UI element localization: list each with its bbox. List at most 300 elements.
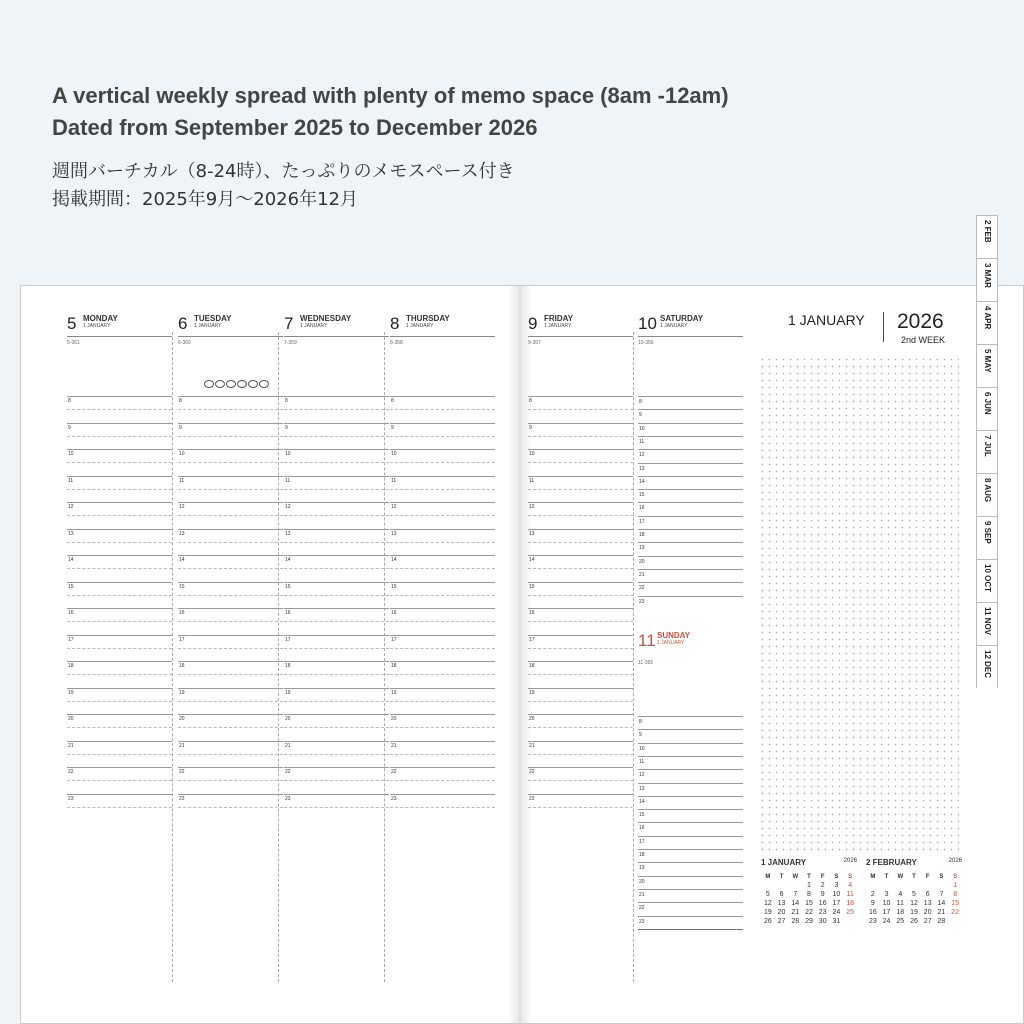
calendar-day[interactable]: 7 [939, 891, 944, 898]
hour-row[interactable] [284, 608, 389, 634]
month-tab[interactable] [976, 559, 998, 602]
calendar-day[interactable]: 29 [805, 918, 813, 925]
hour-row[interactable] [528, 502, 633, 528]
calendar-day[interactable]: 16 [818, 900, 827, 907]
half-hour-line [390, 409, 495, 410]
hour-label: 17 [179, 636, 185, 643]
day-number: 10 [638, 314, 657, 333]
half-hour-line [284, 436, 389, 437]
calendar-day[interactable]: 24 [832, 909, 841, 916]
hour-row[interactable] [284, 582, 389, 608]
hour-line [528, 582, 633, 583]
hour-row[interactable] [67, 582, 172, 608]
day-column-thursday [390, 286, 495, 1023]
saturday-hour-row[interactable] [638, 476, 743, 490]
calendar-day[interactable]: 18 [896, 909, 905, 916]
hour-row[interactable] [284, 794, 389, 820]
calendar-day[interactable]: 4 [848, 882, 853, 889]
hour-row[interactable] [178, 529, 283, 555]
half-hour-line [67, 595, 172, 596]
hour-row[interactable] [67, 608, 172, 634]
sunday-hour-row[interactable] [638, 769, 743, 783]
calendar-day[interactable]: 11 [896, 900, 904, 907]
month-tab[interactable] [976, 258, 998, 301]
saturday-hour-row[interactable] [638, 409, 743, 423]
calendar-day[interactable]: 17 [882, 909, 891, 916]
hour-row[interactable] [67, 767, 172, 793]
hour-line [67, 423, 172, 424]
hour-row[interactable] [67, 449, 172, 475]
month-tab[interactable] [976, 602, 998, 645]
hour-row[interactable] [528, 794, 633, 820]
hour-row[interactable] [284, 688, 389, 714]
calendar-day[interactable]: 12 [763, 900, 772, 907]
day-header [67, 312, 172, 337]
calendar-day[interactable]: 3 [834, 882, 839, 889]
calendar-day[interactable]: 4 [898, 891, 903, 898]
hour-label: 10 [391, 451, 397, 457]
hour-line [284, 741, 389, 742]
saturday-hour-row[interactable] [638, 449, 743, 463]
hour-row[interactable] [178, 661, 283, 687]
hour-row[interactable] [67, 529, 172, 555]
hour-row[interactable] [390, 608, 495, 634]
saturday-hour-row[interactable] [638, 596, 743, 610]
saturday-hour-row[interactable] [638, 556, 743, 570]
hour-label: 16 [639, 505, 645, 512]
sunday-hour-row[interactable] [638, 916, 743, 930]
hour-label: 15 [179, 583, 185, 590]
half-hour-line [528, 568, 633, 569]
calendar-day[interactable]: 25 [896, 918, 905, 925]
calendar-day[interactable]: 27 [923, 918, 932, 925]
day-header [390, 312, 495, 337]
hour-line [528, 502, 633, 503]
hour-label: 20 [639, 558, 645, 565]
calendar-day[interactable]: 14 [791, 900, 800, 907]
calendar-day[interactable]: 9 [820, 891, 825, 898]
hour-row[interactable] [284, 396, 389, 422]
calendar-day[interactable]: 31 [832, 918, 841, 925]
hour-line [67, 396, 172, 397]
calendar-day[interactable]: 20 [923, 909, 932, 916]
sunday-hour-row[interactable] [638, 889, 743, 903]
hour-row[interactable] [390, 396, 495, 422]
hour-row[interactable] [528, 423, 633, 449]
hour-row[interactable] [67, 476, 172, 502]
saturday-hour-row[interactable] [638, 582, 743, 596]
hour-row[interactable] [178, 476, 283, 502]
hour-line [178, 529, 283, 530]
hour-row[interactable] [390, 714, 495, 740]
calendar-day[interactable] [775, 882, 789, 889]
sunday-hour-row[interactable] [638, 743, 743, 757]
saturday-hour-row[interactable] [638, 529, 743, 543]
hour-label: 10 [179, 451, 185, 457]
calendar-day[interactable] [866, 882, 880, 889]
calendar-day[interactable]: 17 [832, 900, 841, 907]
calendar-day[interactable]: 22 [951, 909, 960, 916]
saturday-hour-row[interactable] [638, 396, 743, 410]
hour-row[interactable] [67, 396, 172, 422]
half-hour-line [390, 807, 495, 808]
hour-row[interactable] [284, 555, 389, 581]
hour-label: 17 [391, 636, 397, 643]
sunday-hour-row[interactable] [638, 729, 743, 743]
month-tab[interactable] [976, 516, 998, 559]
weekday-label: S [939, 874, 944, 880]
half-hour-line [178, 515, 283, 516]
half-hour-line [390, 462, 495, 463]
hour-line [390, 423, 495, 424]
calendar-day[interactable]: 26 [910, 918, 918, 925]
hour-row[interactable] [390, 476, 495, 502]
sunday-hour-row[interactable] [638, 836, 743, 850]
hour-row[interactable] [178, 794, 283, 820]
sunday-hour-row[interactable] [638, 902, 743, 916]
saturday-hour-row[interactable] [638, 516, 743, 530]
calendar-day[interactable]: 11 [846, 891, 854, 898]
hour-line [284, 714, 389, 715]
month-tab[interactable] [976, 215, 998, 258]
hour-row[interactable] [528, 449, 633, 475]
weekday-label: T [779, 874, 784, 880]
hour-row[interactable] [178, 608, 283, 634]
calendar-day[interactable]: 18 [846, 900, 855, 907]
hour-row[interactable] [178, 635, 283, 661]
dot-grid-memo[interactable] [759, 356, 959, 856]
hour-row[interactable] [67, 688, 172, 714]
day-month: 1 JANUARY [660, 323, 688, 329]
hour-row[interactable] [390, 423, 495, 449]
calendar-day[interactable]: 21 [937, 909, 946, 916]
calendar-day[interactable]: 2 [820, 882, 825, 889]
sunday-hour-row[interactable] [638, 716, 743, 730]
hour-row[interactable] [178, 688, 283, 714]
month-tab[interactable] [976, 301, 998, 344]
hour-label: 10 [529, 451, 535, 457]
hour-row[interactable] [178, 449, 283, 475]
calendar-day[interactable]: 21 [791, 909, 800, 916]
calendar-day[interactable]: 19 [763, 909, 772, 916]
hour-row[interactable] [390, 635, 495, 661]
column-divider [384, 332, 385, 982]
calendar-day[interactable]: 3 [884, 891, 889, 898]
hour-line [390, 794, 495, 795]
hour-row[interactable] [390, 502, 495, 528]
hour-label: 14 [639, 798, 645, 805]
calendar-day[interactable]: 24 [882, 918, 891, 925]
calendar-day[interactable]: 7 [793, 891, 798, 898]
hour-row[interactable] [178, 555, 283, 581]
hour-label: 20 [68, 716, 74, 722]
mini-calendar-grid [761, 874, 857, 925]
hour-label: 20 [285, 716, 291, 722]
half-hour-line [178, 754, 283, 755]
hour-label: 15 [285, 583, 291, 590]
hour-line [67, 688, 172, 689]
hour-line [284, 661, 389, 662]
hour-line [178, 449, 283, 450]
title-divider [883, 312, 884, 342]
calendar-day[interactable] [761, 882, 775, 889]
sunday-hour-row[interactable] [638, 849, 743, 863]
hour-label: 22 [285, 769, 291, 775]
calendar-day[interactable] [880, 882, 894, 889]
hour-row[interactable] [284, 635, 389, 661]
half-hour-line [390, 489, 495, 490]
hour-row[interactable] [67, 502, 172, 528]
hour-row[interactable] [284, 449, 389, 475]
hour-line [284, 688, 389, 689]
day-name: THURSDAY [406, 314, 450, 323]
calendar-day[interactable] [948, 918, 962, 925]
hour-label: 9 [285, 424, 288, 431]
calendar-day[interactable]: 6 [779, 891, 784, 898]
hour-label: 19 [529, 689, 535, 696]
saturday-hour-row[interactable] [638, 569, 743, 583]
hour-row[interactable] [528, 476, 633, 502]
half-hour-line [390, 727, 495, 728]
calendar-day[interactable] [921, 882, 935, 889]
sunday-hour-row[interactable] [638, 796, 743, 810]
hour-row[interactable] [390, 529, 495, 555]
hour-label: 23 [179, 795, 185, 802]
saturday-hour-row[interactable] [638, 423, 743, 437]
hour-label: 14 [285, 557, 291, 563]
calendar-day[interactable]: 13 [923, 900, 932, 907]
hour-label: 13 [68, 530, 74, 537]
calendar-day[interactable]: 2 [870, 891, 875, 898]
hour-row[interactable] [67, 794, 172, 820]
day-header [284, 312, 389, 337]
hour-row[interactable] [528, 555, 633, 581]
hour-line [390, 688, 495, 689]
hour-row[interactable] [390, 741, 495, 767]
calendar-day[interactable]: 10 [882, 900, 891, 907]
calendar-day[interactable] [893, 882, 907, 889]
half-hour-line [178, 489, 283, 490]
saturday-hour-row[interactable] [638, 436, 743, 450]
calendar-day[interactable]: 15 [951, 900, 960, 907]
calendar-day[interactable]: 28 [937, 918, 946, 925]
hour-row[interactable] [284, 423, 389, 449]
sunday-name: SUNDAY [657, 631, 691, 640]
hour-line [67, 582, 172, 583]
hour-row[interactable] [67, 423, 172, 449]
hour-label: 11 [391, 477, 397, 484]
hour-line [284, 767, 389, 768]
weekday-label: F [820, 874, 825, 880]
half-hour-line [178, 436, 283, 437]
hour-row[interactable] [528, 767, 633, 793]
half-hour-line [528, 727, 633, 728]
hour-row[interactable] [390, 794, 495, 820]
hour-label: 12 [529, 504, 535, 510]
hour-row[interactable] [390, 449, 495, 475]
calendar-day[interactable]: 6 [925, 891, 930, 898]
hour-row[interactable] [178, 714, 283, 740]
half-hour-line [67, 462, 172, 463]
day-code: 8-358 [390, 340, 403, 346]
calendar-day[interactable]: 8 [953, 891, 958, 898]
hour-line [528, 794, 633, 795]
hour-row[interactable] [178, 582, 283, 608]
half-hour-line [390, 701, 495, 702]
sunday-hour-row[interactable] [638, 862, 743, 876]
saturday-hour-row[interactable] [638, 489, 743, 503]
half-hour-line [178, 462, 283, 463]
calendar-day[interactable]: 23 [868, 918, 877, 925]
hour-label: 17 [285, 636, 291, 643]
month-tab-label: 11 NOV [983, 607, 992, 636]
month-tab[interactable] [976, 430, 998, 473]
hour-label: 10 [68, 451, 74, 457]
hour-line [528, 396, 633, 397]
calendar-day[interactable] [907, 882, 921, 889]
hour-row[interactable] [528, 741, 633, 767]
calendar-day[interactable] [843, 918, 857, 925]
hour-row[interactable] [528, 608, 633, 634]
hour-row[interactable] [178, 767, 283, 793]
hour-row[interactable] [390, 582, 495, 608]
hour-row[interactable] [528, 396, 633, 422]
hour-label: 23 [529, 795, 535, 802]
half-hour-line [284, 780, 389, 781]
half-hour-line [67, 542, 172, 543]
hour-row[interactable] [67, 635, 172, 661]
hour-row[interactable] [390, 688, 495, 714]
hour-label: 10 [639, 745, 645, 752]
hour-row[interactable] [284, 529, 389, 555]
saturday-hour-row[interactable] [638, 502, 743, 516]
hour-row[interactable] [284, 714, 389, 740]
hour-label: 18 [639, 532, 645, 538]
month-tab[interactable] [976, 473, 998, 516]
calendar-day[interactable]: 13 [777, 900, 786, 907]
half-hour-line [390, 568, 495, 569]
calendar-day[interactable]: 22 [805, 909, 813, 916]
calendar-day[interactable] [788, 882, 802, 889]
saturday-hour-row[interactable] [638, 542, 743, 556]
hour-label: 18 [68, 663, 74, 669]
calendar-day[interactable]: 1 [807, 882, 811, 889]
hour-label: 21 [285, 742, 291, 749]
calendar-day[interactable]: 5 [765, 891, 770, 898]
hour-row[interactable] [178, 396, 283, 422]
saturday-hour-row[interactable] [638, 463, 743, 477]
hour-row[interactable] [178, 423, 283, 449]
hour-line [390, 476, 495, 477]
hour-row[interactable] [528, 582, 633, 608]
hour-row[interactable] [390, 661, 495, 687]
calendar-day[interactable]: 14 [937, 900, 946, 907]
calendar-day[interactable]: 26 [763, 918, 772, 925]
half-hour-line [528, 462, 633, 463]
day-name: TUESDAY [194, 314, 232, 323]
month-tab[interactable] [976, 645, 998, 688]
hour-row[interactable] [67, 555, 172, 581]
calendar-day[interactable]: 27 [777, 918, 786, 925]
calendar-day[interactable]: 12 [910, 900, 918, 907]
sunday-hour-row[interactable] [638, 783, 743, 797]
calendar-day[interactable]: 1 [953, 882, 958, 889]
hour-label: 9 [68, 424, 71, 431]
day-header [528, 312, 633, 337]
day-code: 5-361 [67, 340, 80, 346]
hour-row[interactable] [284, 661, 389, 687]
calendar-day[interactable]: 15 [805, 900, 813, 907]
hour-row[interactable] [67, 741, 172, 767]
hour-row[interactable] [284, 502, 389, 528]
sunday-hour-row[interactable] [638, 809, 743, 823]
hour-label: 11 [179, 477, 185, 484]
hour-line [390, 529, 495, 530]
half-hour-line [390, 515, 495, 516]
hour-row[interactable] [528, 714, 633, 740]
hour-row[interactable] [284, 741, 389, 767]
hour-line [284, 396, 389, 397]
hour-row[interactable] [178, 502, 283, 528]
hour-row[interactable] [528, 661, 633, 687]
hour-row[interactable] [390, 767, 495, 793]
hour-label: 21 [179, 742, 185, 749]
hour-row[interactable] [284, 476, 389, 502]
hour-label: 9 [179, 424, 182, 431]
weekday-label: S [848, 874, 853, 880]
japanese-title [52, 158, 729, 214]
day-column-tuesday [178, 286, 283, 1023]
calendar-day[interactable]: 30 [818, 918, 827, 925]
half-hour-line [67, 754, 172, 755]
month-tab[interactable] [976, 344, 998, 387]
hour-row[interactable] [178, 741, 283, 767]
month-tab[interactable] [976, 387, 998, 430]
calendar-day[interactable]: 8 [807, 891, 811, 898]
sunday-hour-row[interactable] [638, 876, 743, 890]
sunday-hour-row[interactable] [638, 756, 743, 770]
hour-row[interactable] [67, 714, 172, 740]
hour-line [178, 767, 283, 768]
calendar-day[interactable]: 9 [870, 900, 875, 907]
calendar-day[interactable] [935, 882, 949, 889]
half-hour-line [284, 409, 389, 410]
hour-row[interactable] [528, 529, 633, 555]
calendar-day[interactable]: 10 [832, 891, 841, 898]
calendar-day[interactable]: 23 [818, 909, 827, 916]
calendar-day[interactable]: 19 [910, 909, 918, 916]
hour-row[interactable] [528, 688, 633, 714]
hour-label: 18 [179, 663, 185, 669]
calendar-day[interactable]: 28 [791, 918, 800, 925]
hour-label: 19 [639, 545, 645, 552]
hour-row[interactable] [67, 661, 172, 687]
hour-row[interactable] [284, 767, 389, 793]
hour-label: 12 [285, 504, 291, 510]
hour-row[interactable] [390, 555, 495, 581]
hour-row[interactable] [528, 635, 633, 661]
sunday-hour-row[interactable] [638, 822, 743, 836]
half-hour-line [528, 515, 633, 516]
calendar-day[interactable]: 20 [777, 909, 786, 916]
calendar-day[interactable]: 5 [912, 891, 916, 898]
calendar-day[interactable]: 25 [846, 909, 855, 916]
hour-line [528, 741, 633, 742]
hour-label: 14 [529, 557, 535, 563]
calendar-day[interactable]: 16 [868, 909, 877, 916]
weekday-label: T [884, 874, 889, 880]
hour-label: 22 [179, 769, 185, 775]
